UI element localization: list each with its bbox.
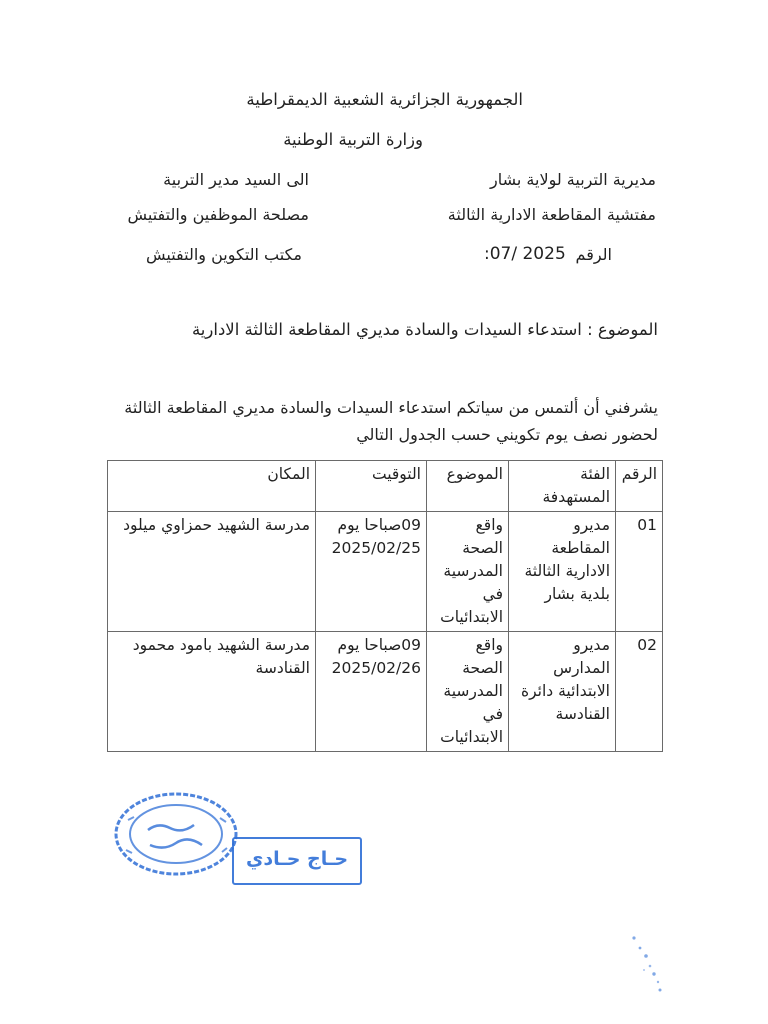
- ministry-heading: وزارة التربية الوطنية: [283, 130, 423, 149]
- reference-number: :07/ 2025: [484, 244, 566, 264]
- recipient-to: الى السيد مدير التربية: [163, 170, 309, 189]
- body-line-2: لحضور نصف يوم تكويني حسب الجدول التالي: [356, 425, 658, 444]
- table-row: [108, 632, 663, 752]
- sender-directorate: مديرية التربية لولاية بشار: [490, 170, 656, 189]
- recipient-service: مصلحة الموظفين والتفتيش: [127, 205, 309, 224]
- header-topic: الموضوع: [427, 461, 509, 512]
- row-category: مديرو المقاطعة الادارية الثالثة بلدية بشار: [509, 512, 616, 632]
- recipient-office: مكتب التكوين والتفتيش: [145, 245, 302, 264]
- header-category: الفئة المستهدفة: [509, 461, 616, 512]
- republic-heading: الجمهورية الجزائرية الشعبية الديمقراطية: [246, 90, 523, 109]
- row-time: 09صباحا يوم 2025/02/26: [316, 632, 427, 752]
- header-place: المكان: [108, 461, 316, 512]
- subject-line: الموضوع : استدعاء السيدات والسادة مديري المقاطعة الثالثة الادارية: [191, 320, 658, 339]
- sender-inspectorate: مفتشية المقاطعة الادارية الثالثة: [447, 205, 656, 224]
- row-topic: واقع الصحة المدرسية في الابتدائيات: [427, 512, 509, 632]
- signature-box: [232, 837, 362, 885]
- row-topic: واقع الصحة المدرسية في الابتدائيات: [427, 632, 509, 752]
- header-time: التوقيت: [316, 461, 427, 512]
- table-row: [108, 512, 663, 632]
- row-place: مدرسة الشهيد حمزاوي ميلود: [108, 512, 316, 632]
- official-stamp: [108, 790, 248, 880]
- row-time: 09صباحا يوم 2025/02/25: [316, 512, 427, 632]
- row-category: مديرو المدارس الابتدائية دائرة القنادسة: [509, 632, 616, 752]
- ink-specks: [620, 930, 670, 1000]
- reference-label: الرقم: [575, 245, 612, 264]
- signature-name: حـاج حـادي: [245, 848, 349, 870]
- row-num: 01: [616, 512, 663, 632]
- row-num: 02: [616, 632, 663, 752]
- header-num: الرقم: [616, 461, 663, 512]
- row-place: مدرسة الشهيد بامود محمود القنادسة: [108, 632, 316, 752]
- table-header-row: [108, 461, 663, 512]
- body-line-1: يشرفني أن ألتمس من سياتكم استدعاء السيدات والسادة مديري المقاطعة الثالثة: [124, 398, 658, 417]
- schedule-table: [107, 460, 663, 752]
